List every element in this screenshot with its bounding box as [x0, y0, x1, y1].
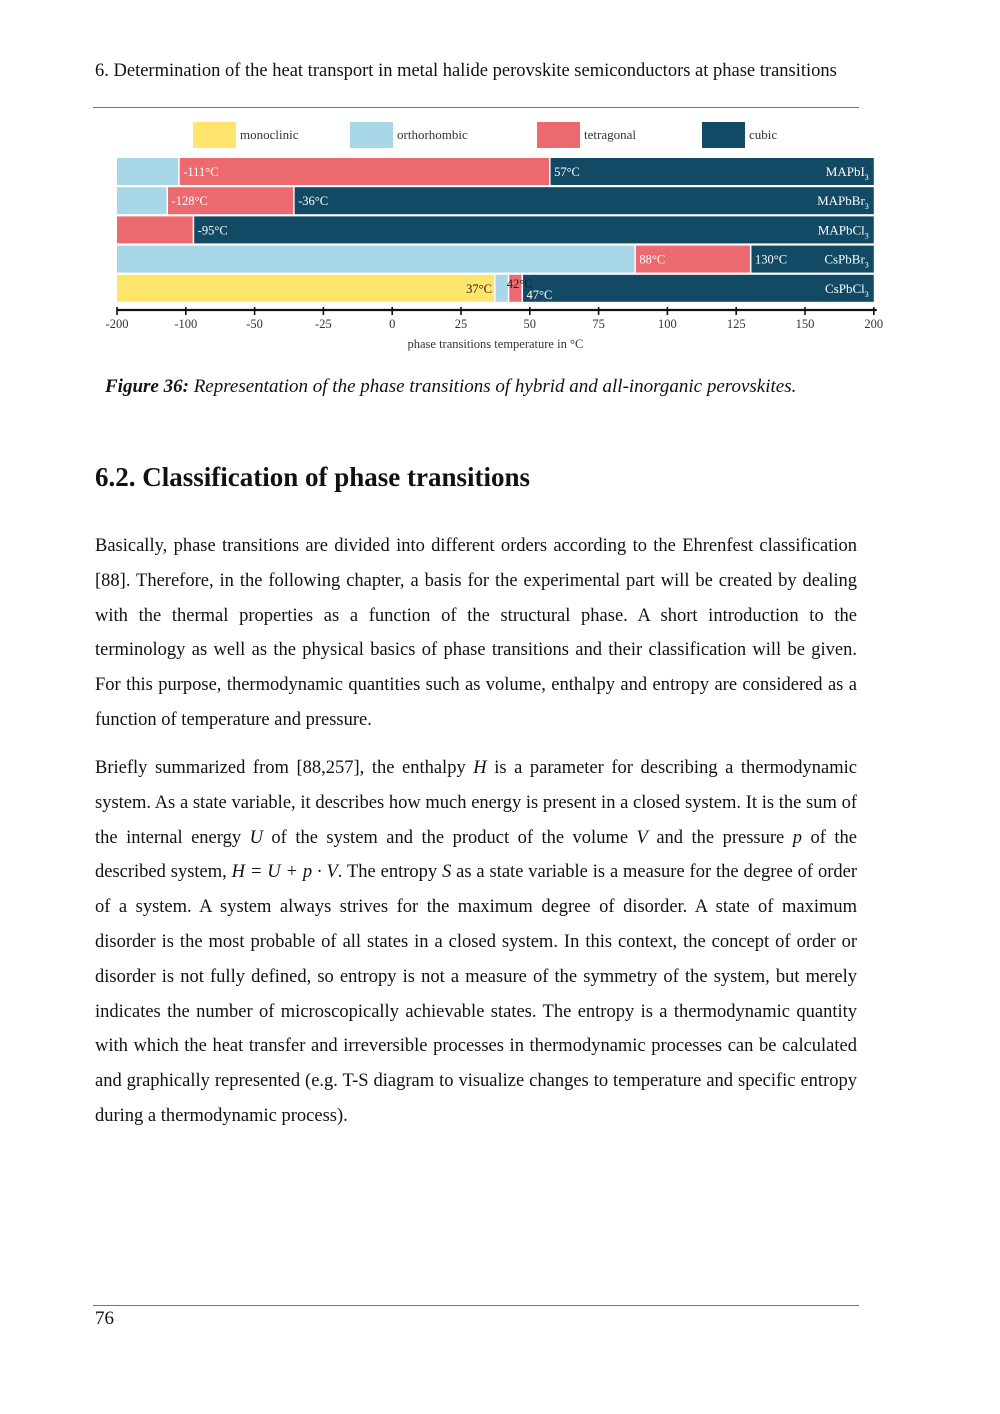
x-tick-label: -50: [246, 317, 263, 331]
x-tick-label: 0: [389, 317, 396, 331]
legend-label-cubic: cubic: [749, 127, 778, 142]
x-tick-label: 200: [864, 317, 884, 331]
figure-caption: [95, 376, 905, 398]
legend-label-orthorhombic: orthorhombic: [397, 127, 468, 142]
header-divider: [93, 107, 859, 108]
paragraph-ehrenfest: Basically, phase transitions are divided into different orders according to the Ehrenfest classification [88]. Therefore, in the following chapter, a basis for the experimental part will be created by dealing with the thermal properties as a function of the structural phase. A short introduction to the terminology as well as the physical basics of phase transitions and their classification will be given. For this purpose, thermodynamic quantities such as volume, enthalpy and entropy are considered as a function of temperature and pressure.: [95, 536, 857, 730]
material-label: CsPbCl$_3$: [825, 280, 869, 299]
transition-label: -128°C: [171, 194, 208, 209]
transition-label: -111°C: [183, 165, 219, 179]
x-tick-label: 100: [658, 317, 677, 331]
x-tick-label: 75: [592, 317, 605, 331]
paragraph-text: of the system and the product of the volume: [262, 827, 637, 848]
x-tick-label: 125: [726, 317, 746, 331]
segment-orthorhombic: [117, 158, 178, 185]
transition-label: 57°C: [554, 165, 580, 179]
chart-canvas: [100, 118, 884, 358]
transition-label: 47°C: [526, 287, 553, 302]
paragraph-text: of the described system,: [95, 827, 857, 883]
x-tick-label: -200: [105, 317, 129, 331]
math-variable: H: [473, 758, 487, 778]
figure-caption-label: Figure 36:: [105, 376, 189, 397]
paragraph-text: and the pressure: [647, 827, 793, 848]
math-formula: H = U + p · V: [231, 862, 338, 883]
legend-swatch-orthorhombic: [350, 122, 393, 148]
segment-monoclinic: [117, 275, 494, 302]
math-variable: U: [249, 827, 263, 848]
transition-label: 37°C: [466, 281, 493, 296]
footer-divider: [93, 1305, 859, 1306]
legend-label-tetragonal: tetragonal: [584, 127, 636, 142]
segment-cubic: [295, 187, 874, 214]
running-header: 6. Determination of the heat transport in metal halide perovskite semiconductors at phase transitions: [95, 61, 837, 81]
figure-caption-text: Representation of the phase transitions of hybrid and all-inorganic perovskites.: [193, 376, 797, 397]
math-variable: p: [792, 827, 802, 848]
transition-label: 88°C: [639, 252, 666, 267]
x-tick-label: -25: [315, 317, 332, 331]
material-label: MAPbI$_3$: [825, 164, 869, 182]
math-variable: V: [636, 827, 648, 848]
x-axis-label: phase transitions temperature in °C: [407, 337, 584, 351]
x-tick-label: 150: [795, 317, 815, 331]
legend-swatch-tetragonal: [537, 122, 580, 148]
transition-label: -95°C: [197, 223, 228, 238]
phase-transition-chart: [100, 118, 884, 358]
paragraph-text: is a parameter for describing a thermodynamic system. As a state variable, it describes how much energy is present in a closed system. It is the sum of the internal energy: [95, 758, 857, 848]
legend-swatch-cubic: [702, 122, 745, 148]
paragraph-enthalpy-entropy: [95, 751, 857, 1134]
material-label: CsPbBr$_3$: [824, 251, 869, 270]
material-label: MAPbBr$_3$: [817, 193, 869, 212]
paragraph-text: Briefly summarized from [88,257], the enthalpy: [95, 758, 474, 778]
math-variable: S: [442, 862, 452, 883]
legend-swatch-monoclinic: [193, 122, 236, 148]
paragraph-text: . The entropy: [337, 862, 442, 883]
legend-label-monoclinic: monoclinic: [240, 127, 299, 142]
segment-cubic: [194, 216, 874, 243]
x-tick-label: -100: [174, 317, 198, 331]
segment-orthorhombic: [117, 246, 634, 273]
segment-orthorhombic: [117, 187, 167, 214]
paragraph-text: as a state variable is a measure for the degree of order of a system. A system always strives for the maximum degree of disorder. A state of maximum disorder is the most probable of all states in a closed system. In this context, the concept of order or disorder is not fully defined, so entropy is not a measure of the symmetry of the system, but merely indicates the number of microscopically achievable states. The entropy is a thermodynamic quantity with which the heat transfer and irreversible processes in thermodynamic processes can be calculated and graphically represented (e.g. T-S diagram to visualize changes to temperature and specific entropy during a thermodynamic process).: [95, 862, 857, 1126]
x-tick-label: 25: [454, 317, 468, 331]
segment-tetragonal: [117, 216, 193, 243]
transition-label: 130°C: [754, 252, 788, 267]
x-tick-label: 50: [523, 317, 537, 331]
section-title: 6.2. Classification of phase transitions: [95, 462, 531, 492]
transition-label: 42°C: [506, 276, 533, 291]
segment-cubic: [523, 275, 874, 302]
page-number: 76: [95, 1308, 114, 1329]
segment-tetragonal: [180, 158, 549, 185]
transition-label: -36°C: [298, 194, 329, 209]
material-label: MAPbCl$_3$: [817, 222, 869, 241]
